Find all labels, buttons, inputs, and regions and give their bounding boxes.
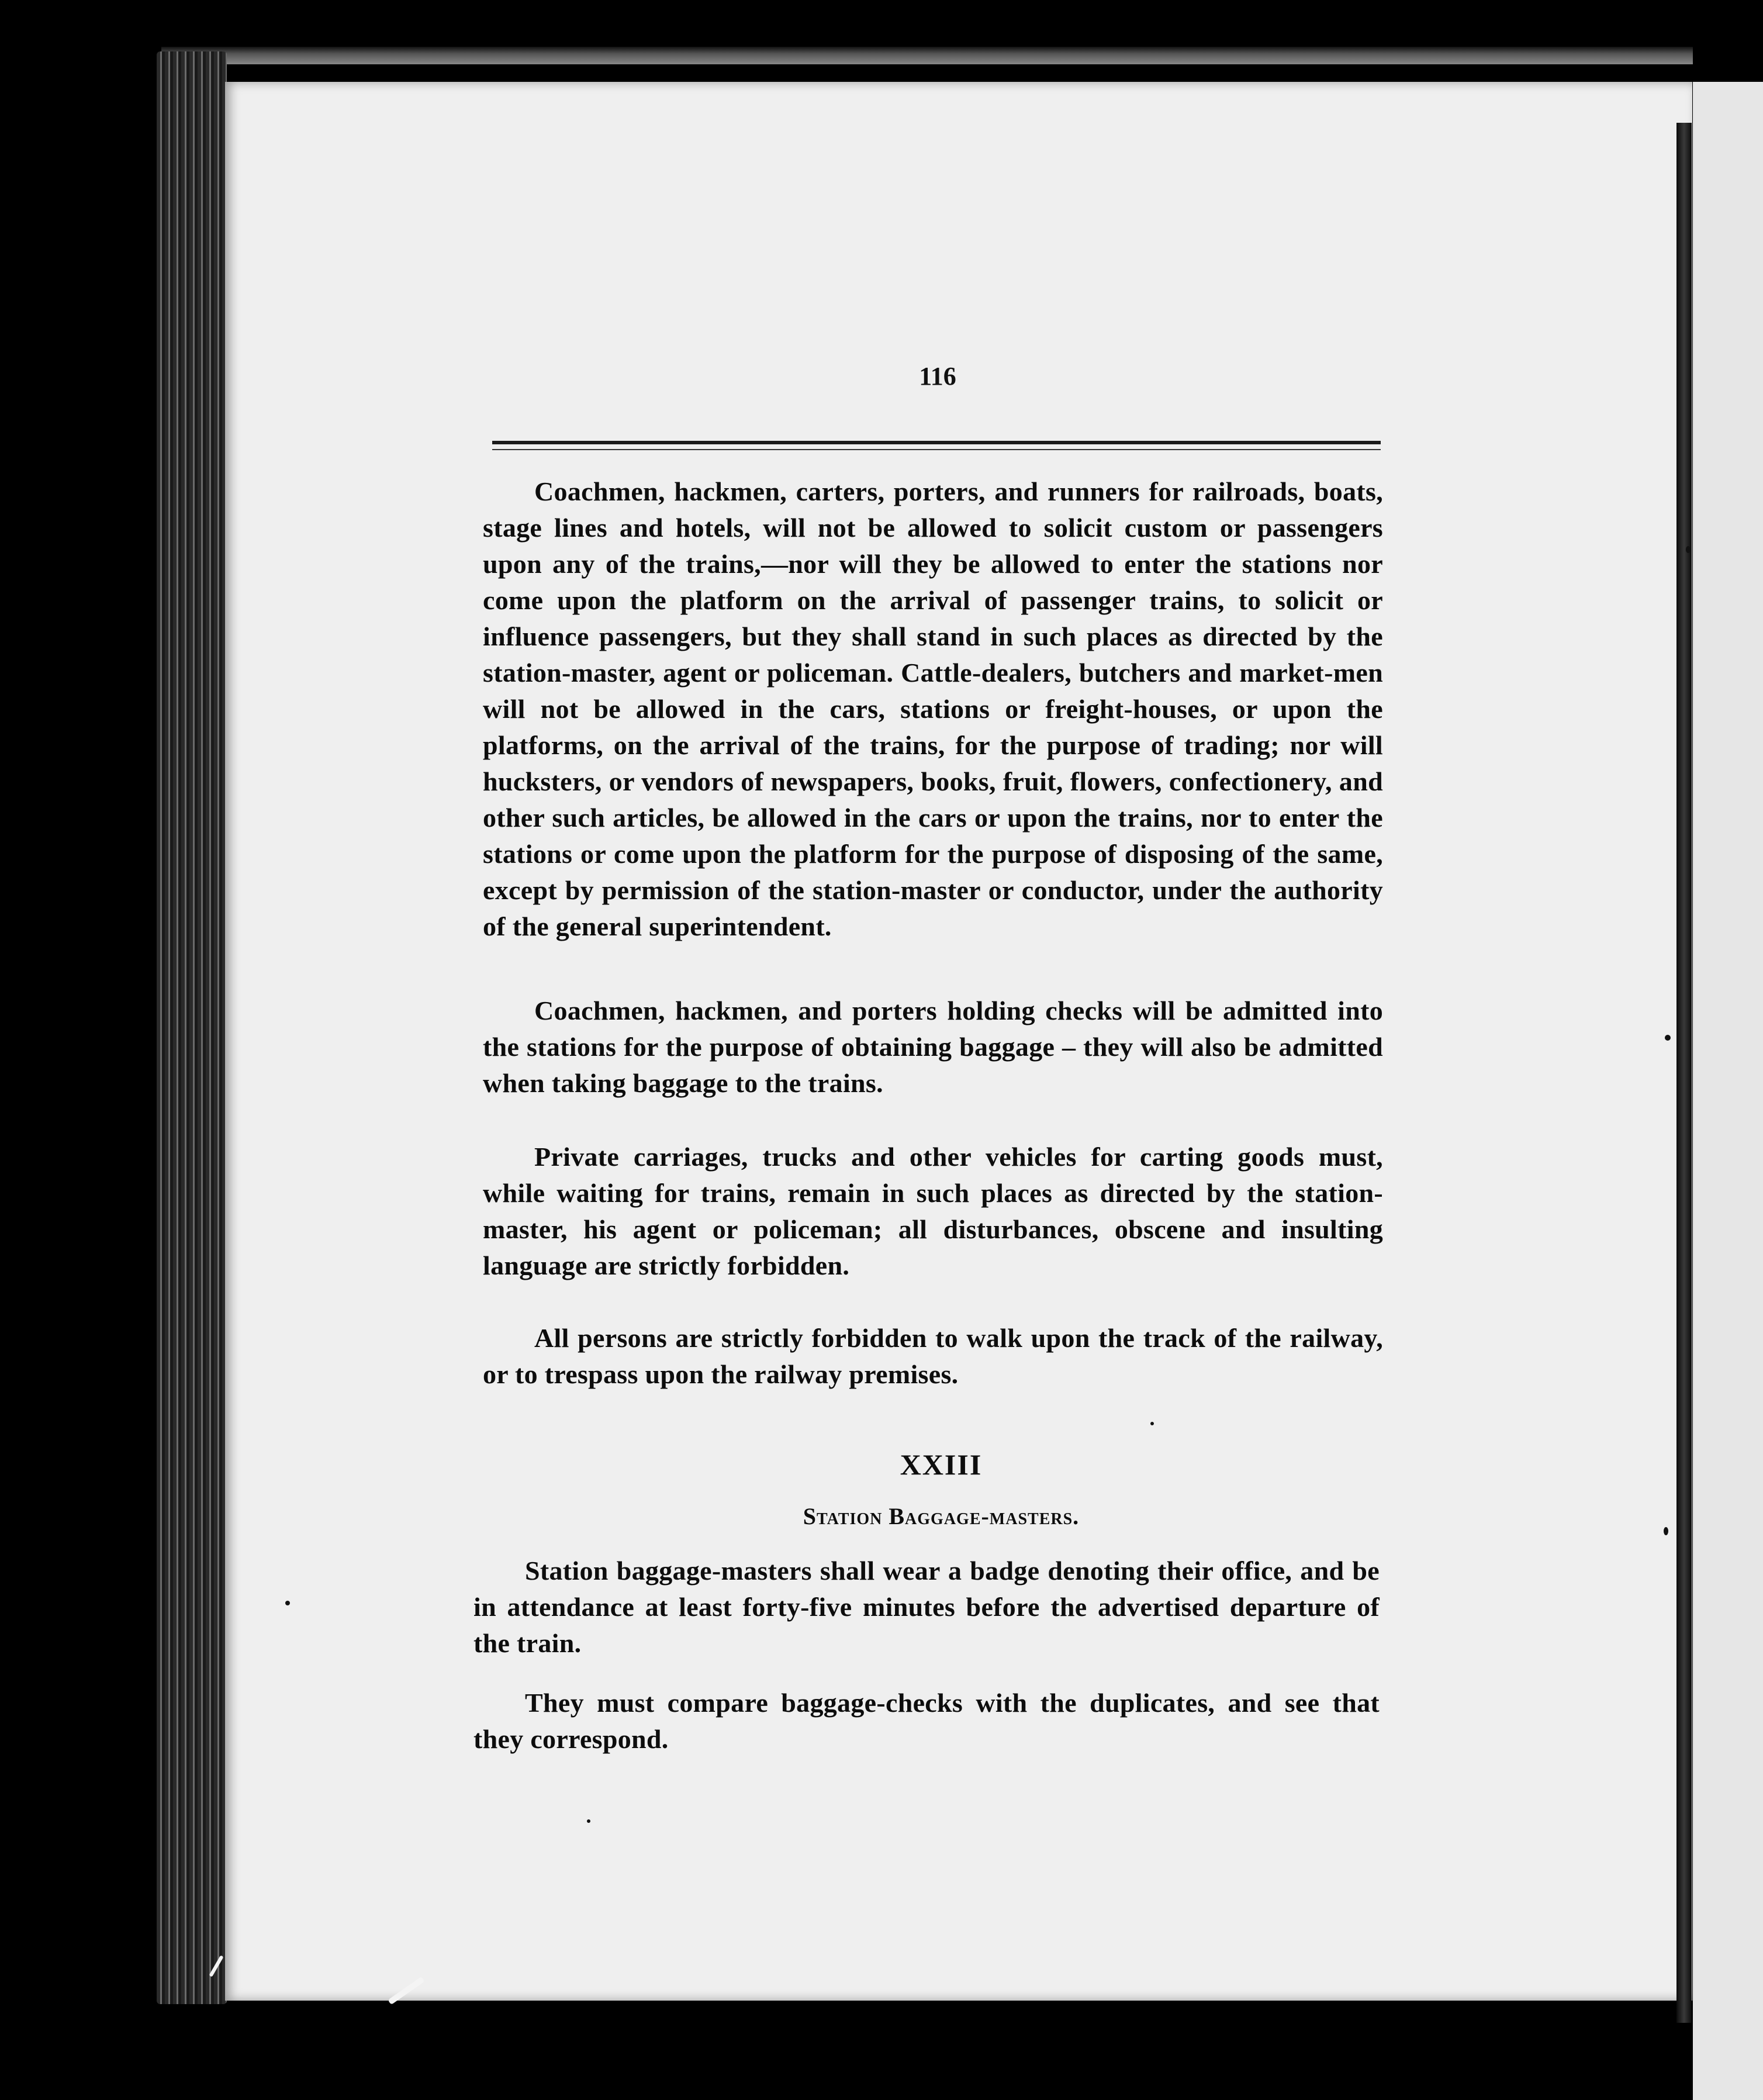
header-rule [492,441,1381,444]
paragraph-checks-admission: Coachmen, hackmen, and porters holding checks will be admitted into the stations for the purpose of obtaining baggage – they will also be admitted when taking baggage to the trains. [483,996,1383,1098]
facing-page-edge [1693,82,1763,2100]
paragraph-vehicles: Private carriages, trucks and other vehicles for carting goods must, while waiting for trains, remain in such places as directed by the station-master, his agent or policeman; all disturbances, obscene and insulting language are strictly forbidden. [483,1142,1383,1280]
book-top-edge [161,47,1693,64]
scan-speck [1665,1035,1671,1041]
section-number: XXIII [900,1448,983,1481]
header-rule-thin [492,449,1381,450]
scan-speck [587,1819,590,1823]
book-page-edges [157,51,227,2004]
scan-speck [1686,546,1691,553]
section-title: Station Baggage-masters. [803,1503,1080,1529]
page-number: 116 [919,362,956,391]
scan-speck [285,1601,290,1605]
paragraph-trespass: All persons are strictly forbidden to walk upon the track of the railway, or to trespass upon the railway premises. [483,1323,1383,1389]
book-binding [1676,123,1692,2023]
paragraph-baggage-badge: Station baggage-masters shall wear a badge denoting their office, and be in attendance at least forty-five minutes before the advertised departure of the train. [473,1556,1380,1658]
paragraph-solicitation-rules: Coachmen, hackmen, carters, porters, and runners for railroads, boats, stage lines and hotels, will not be allowed to solicit custom or passengers upon any of the trains,—nor will they be allowed to enter the stations nor come upon the platform on the arrival of passenger trains, to solicit or influence passengers, but they shall stand in such places as directed by the station-master, agent or policeman. Cattle-dealers, butchers and market-men will not be allowed in the cars, stations or freight-houses, or upon the platforms, on the arrival of the trains, for the purpose of trading; nor will hucksters, or vendors of newspapers, books, fruit, flowers, confectionery, and other such articles, be allowed in the cars or upon the trains, nor to enter the stations or come upon the platform for the purpose of disposing of the same, except by permission of the station-master or conductor, under the authority of the general superintendent. [483,476,1383,941]
scan-speck [1150,1422,1154,1425]
paragraph-baggage-checks: They must compare baggage-checks with the duplicates, and see that they correspond. [473,1688,1380,1754]
scan-speck [1664,1527,1668,1535]
